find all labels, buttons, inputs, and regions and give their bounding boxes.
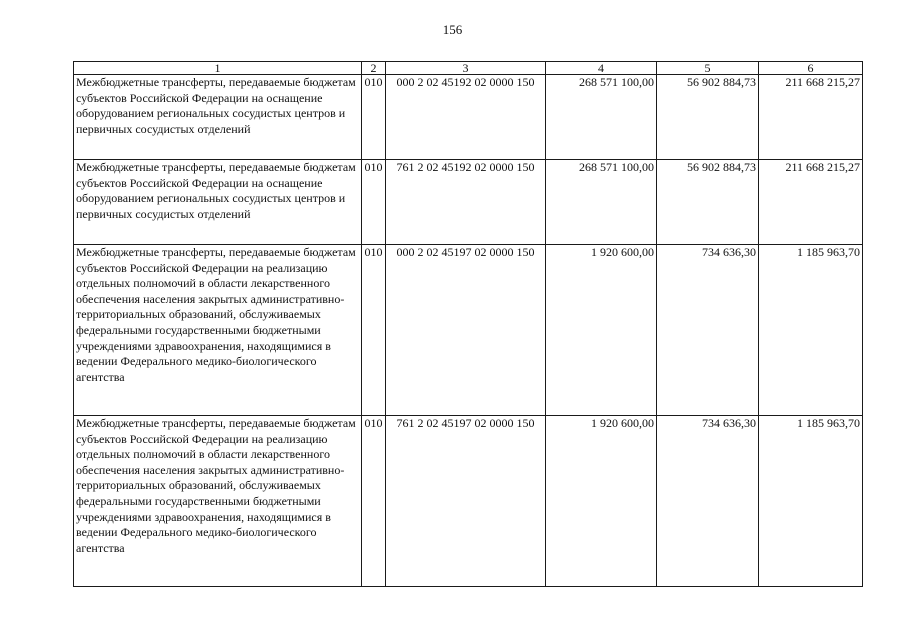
row-col6-value: 1 185 963,70 <box>759 245 863 416</box>
column-header-4: 4 <box>546 62 657 75</box>
column-header-1: 1 <box>74 62 362 75</box>
row-budget-code: 000 2 02 45197 02 0000 150 <box>386 245 546 416</box>
row-col6-value: 211 668 215,27 <box>759 75 863 160</box>
row-col4-value: 1 920 600,00 <box>546 416 657 587</box>
row-col5-value: 734 636,30 <box>657 245 759 416</box>
row-name: Межбюджетные трансферты, передаваемые бюджетам субъектов Российской Федерации на реализацию отдельных полномочий в области лекарственного обеспечения населения закрытых административно-территориальных образований, обслуживаемых федеральными государственными бюджетными учреждениями здравоохранения, находящимися в ведении Федерального медико-биологического агентства <box>74 245 362 416</box>
row-col5-value: 734 636,30 <box>657 416 759 587</box>
row-admin-code: 010 <box>362 160 386 245</box>
column-header-6: 6 <box>759 62 863 75</box>
table-row <box>74 75 863 160</box>
row-name: Межбюджетные трансферты, передаваемые бюджетам субъектов Российской Федерации на оснащение оборудованием региональных сосудистых центров и первичных сосудистых отделений <box>74 160 362 245</box>
column-header-5: 5 <box>657 62 759 75</box>
table-row <box>74 245 863 416</box>
row-col6-value: 211 668 215,27 <box>759 160 863 245</box>
row-budget-code: 761 2 02 45197 02 0000 150 <box>386 416 546 587</box>
row-budget-code: 761 2 02 45192 02 0000 150 <box>386 160 546 245</box>
row-admin-code: 010 <box>362 75 386 160</box>
row-col6-value: 1 185 963,70 <box>759 416 863 587</box>
row-col5-value: 56 902 884,73 <box>657 75 759 160</box>
table-row <box>74 160 863 245</box>
page-number: 156 <box>442 22 463 37</box>
row-admin-code: 010 <box>362 416 386 587</box>
column-header-3: 3 <box>386 62 546 75</box>
budget-table <box>73 61 863 587</box>
row-col4-value: 1 920 600,00 <box>546 245 657 416</box>
row-name: Межбюджетные трансферты, передаваемые бюджетам субъектов Российской Федерации на реализацию отдельных полномочий в области лекарственного обеспечения населения закрытых административно-территориальных образований, обслуживаемых федеральными государственными бюджетными учреждениями здравоохранения, находящимися в ведении Федерального медико-биологического агентства <box>74 416 362 587</box>
row-col4-value: 268 571 100,00 <box>546 160 657 245</box>
table-header-row <box>74 62 863 75</box>
row-col4-value: 268 571 100,00 <box>546 75 657 160</box>
row-admin-code: 010 <box>362 245 386 416</box>
row-name: Межбюджетные трансферты, передаваемые бюджетам субъектов Российской Федерации на оснащение оборудованием региональных сосудистых центров и первичных сосудистых отделений <box>74 75 362 160</box>
table-row <box>74 416 863 587</box>
row-budget-code: 000 2 02 45192 02 0000 150 <box>386 75 546 160</box>
column-header-2: 2 <box>362 62 386 75</box>
row-col5-value: 56 902 884,73 <box>657 160 759 245</box>
